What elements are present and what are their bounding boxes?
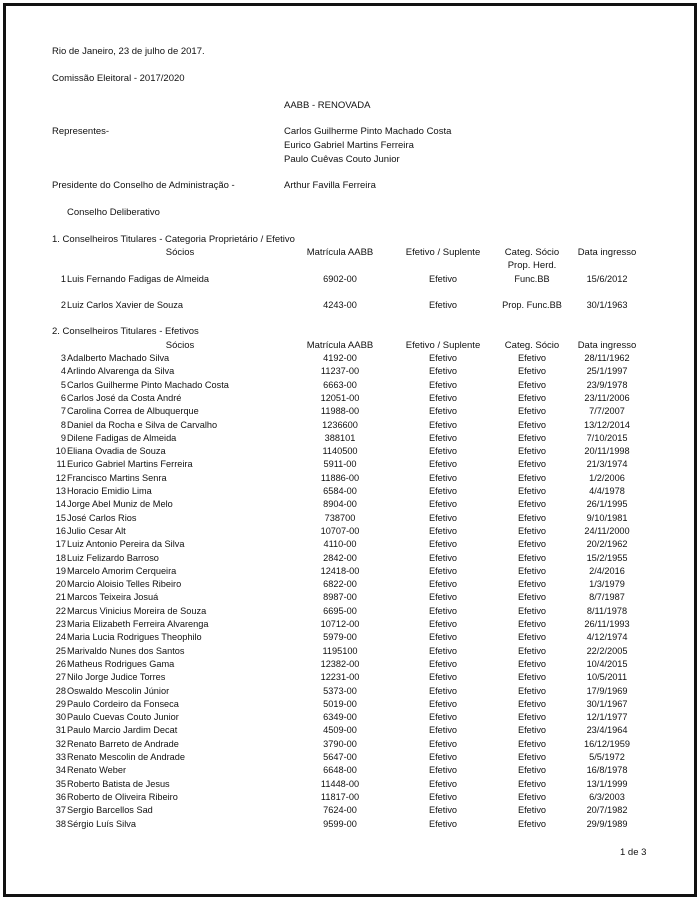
member-category: Efetivo (517, 672, 547, 683)
member-category: Efetivo (517, 752, 547, 762)
member-status: Efetivo (428, 605, 458, 616)
member-category: Efetivo (517, 778, 547, 789)
member-name: Marcos Teixeira Josuá (67, 592, 159, 603)
member-join-date: 29/9/1989 (586, 818, 628, 829)
member-status: Efetivo (428, 805, 458, 816)
member-name: Jorge Abel Muniz de Melo (67, 499, 173, 510)
row-number: 5 (60, 379, 66, 390)
member-category: Efetivo (517, 539, 547, 550)
member-join-date: 21/3/1974 (586, 459, 628, 470)
member-name: Luis Fernando Fadigas de Almeida (67, 274, 209, 284)
member-status: Efetivo (428, 752, 458, 762)
table-row (0, 299, 700, 312)
member-join-date: 20/2/1962 (586, 539, 628, 550)
row-number: 12 (55, 472, 66, 483)
member-status: Efetivo (428, 472, 458, 483)
member-category: Efetivo (517, 685, 547, 696)
member-join-date: 16/12/1959 (584, 738, 630, 749)
member-join-date: 13/12/2014 (584, 419, 630, 430)
member-name: Arlindo Alvarenga da Silva (67, 366, 175, 377)
member-matricula: 4243-00 (323, 300, 357, 310)
member-join-date: 7/7/2007 (589, 406, 625, 417)
member-matricula: 3790-00 (323, 738, 357, 749)
member-name: Carlos Guilherme Pinto Machado Costa (67, 379, 229, 390)
member-name: Roberto Batista de Jesus (67, 778, 170, 789)
member-category: Efetivo (517, 765, 547, 776)
member-matricula: 8904-00 (323, 499, 357, 510)
table-row (0, 778, 700, 791)
member-name: Eliana Ovadia de Souza (67, 446, 166, 457)
row-number: 1 (60, 274, 66, 284)
row-number: 18 (55, 552, 66, 563)
commission-title: Comissão Eleitoral - 2017/2020 (52, 73, 185, 84)
table-row (0, 458, 700, 471)
member-status: Efetivo (428, 512, 458, 523)
member-status: Efetivo (428, 539, 458, 550)
row-number: 26 (55, 658, 66, 669)
row-number: 9 (60, 432, 66, 443)
member-name: Renato Barreto de Andrade (67, 738, 179, 749)
table-row (0, 698, 700, 711)
member-join-date: 10/5/2011 (586, 672, 628, 683)
table-row (0, 685, 700, 698)
member-category: Efetivo (517, 499, 547, 510)
member-matricula: 6584-00 (323, 486, 357, 496)
row-number: 29 (55, 698, 66, 709)
row-number: 8 (60, 419, 66, 430)
row-number: 15 (55, 512, 66, 523)
member-status: Efetivo (428, 419, 458, 430)
row-number: 28 (55, 685, 66, 696)
table-row (0, 552, 700, 565)
member-category: Efetivo (517, 525, 547, 536)
member-join-date: 2/4/2016 (589, 565, 625, 576)
table-row (0, 419, 700, 432)
member-name: Marcio Aloisio Telles Ribeiro (67, 579, 182, 590)
representatives-label: Representes- (52, 126, 110, 137)
representative-name: Paulo Cuêvas Couto Junior (284, 154, 400, 165)
table-row (0, 525, 700, 538)
table-row (0, 565, 700, 578)
row-number: 20 (55, 579, 66, 590)
member-status: Efetivo (428, 432, 458, 443)
member-join-date: 23/11/2006 (584, 392, 630, 403)
member-join-date: 30/1/1963 (586, 300, 628, 310)
table-row (0, 445, 700, 458)
member-matricula: 11448-00 (320, 778, 360, 789)
row-number: 19 (55, 565, 66, 576)
table-row (0, 605, 700, 618)
member-category: Efetivo (517, 379, 547, 390)
member-matricula: 1236600 (322, 419, 358, 430)
table-row (0, 405, 700, 418)
col-efetivo: Efetivo / Suplente (405, 247, 481, 258)
member-name: Paulo Marcio Jardim Decat (67, 725, 178, 736)
member-matricula: 11886-00 (320, 472, 360, 483)
member-name: Marcus Vinicius Moreira de Souza (67, 605, 207, 616)
row-number: 33 (55, 752, 66, 762)
member-matricula: 6695-00 (323, 605, 357, 616)
table-row (0, 538, 700, 551)
member-matricula: 10707-00 (320, 525, 360, 536)
member-status: Efetivo (428, 738, 458, 749)
col-socios: Sócios (165, 247, 195, 258)
member-join-date: 8/11/1978 (586, 605, 628, 616)
table-row (0, 273, 700, 286)
member-category: Efetivo (517, 579, 547, 590)
member-matricula: 5979-00 (323, 632, 357, 643)
row-number: 22 (55, 605, 66, 616)
member-category: Efetivo (517, 472, 547, 483)
member-category: Efetivo (517, 419, 547, 430)
member-matricula: 7624-00 (323, 805, 357, 816)
table-row (0, 751, 700, 764)
member-category: Efetivo (517, 486, 547, 496)
member-status: Efetivo (428, 672, 458, 683)
member-category: Efetivo (517, 725, 547, 736)
member-status: Efetivo (428, 459, 458, 470)
member-name: Maria Elizabeth Ferreira Alvarenga (67, 619, 209, 629)
member-category: Efetivo (517, 512, 547, 523)
member-join-date: 1/2/2006 (589, 472, 625, 483)
col-categ-sub: Prop. Herd. (507, 260, 557, 271)
member-matricula: 6663-00 (323, 379, 357, 390)
member-name: Renato Weber (67, 765, 127, 776)
member-join-date: 6/3/2003 (589, 791, 625, 802)
place-date: Rio de Janeiro, 23 de julho de 2017. (52, 46, 205, 57)
member-name: Nilo Jorge Judice Torres (67, 672, 166, 683)
member-status: Efetivo (428, 274, 458, 284)
member-matricula: 11988-00 (320, 406, 360, 417)
member-matricula: 12418-00 (320, 565, 360, 576)
table-row (0, 512, 700, 525)
row-number: 7 (60, 406, 66, 417)
table-row (0, 724, 700, 737)
row-number: 17 (55, 539, 66, 550)
member-name: Paulo Cuevas Couto Junior (67, 712, 179, 723)
member-name: Luiz Antonio Pereira da Silva (67, 539, 185, 550)
member-category: Efetivo (517, 698, 547, 709)
table-row (0, 618, 700, 631)
member-join-date: 25/1/1997 (586, 366, 628, 377)
member-name: Roberto de Oliveira Ribeiro (67, 791, 178, 802)
member-join-date: 4/4/1978 (589, 486, 625, 496)
member-matricula: 4192-00 (323, 353, 357, 363)
member-name: Julio Cesar Alt (67, 525, 126, 536)
col-categ: Categ. Sócio (504, 247, 560, 258)
col-efetivo: Efetivo / Suplente (405, 340, 481, 351)
member-category: Efetivo (517, 632, 547, 643)
member-join-date: 4/12/1974 (586, 632, 628, 643)
member-join-date: 13/1/1999 (586, 778, 628, 789)
member-name: Horacio Emidio Lima (67, 486, 152, 496)
row-number: 32 (55, 738, 66, 749)
table-row (0, 365, 700, 378)
member-status: Efetivo (428, 632, 458, 643)
member-join-date: 15/2/1955 (586, 552, 628, 563)
member-join-date: 7/10/2015 (586, 432, 628, 443)
col-matricula: Matrícula AABB (306, 247, 374, 258)
table-row (0, 818, 700, 831)
slate-name: AABB - RENOVADA (284, 100, 371, 111)
member-status: Efetivo (428, 619, 458, 629)
member-matricula: 11817-00 (320, 791, 360, 802)
member-matricula: 5373-00 (323, 685, 357, 696)
member-status: Efetivo (428, 765, 458, 776)
member-name: Eurico Gabriel Martins Ferreira (67, 459, 193, 470)
member-category: Efetivo (517, 406, 547, 417)
member-matricula: 2842-00 (323, 552, 357, 563)
member-status: Efetivo (428, 552, 458, 563)
member-status: Efetivo (428, 406, 458, 417)
member-status: Efetivo (428, 525, 458, 536)
member-status: Efetivo (428, 818, 458, 829)
table-row (0, 432, 700, 445)
member-join-date: 1/3/1979 (589, 579, 625, 590)
member-matricula: 4110-00 (323, 539, 357, 550)
member-category: Efetivo (517, 432, 547, 443)
table-row (0, 498, 700, 511)
member-name: Luiz Felizardo Barroso (67, 552, 159, 563)
member-join-date: 9/10/1981 (586, 512, 628, 523)
table-row (0, 485, 700, 498)
member-join-date: 24/11/2000 (584, 525, 630, 536)
member-status: Efetivo (428, 446, 458, 457)
member-matricula: 738700 (324, 512, 356, 523)
table-row (0, 379, 700, 392)
table-row (0, 738, 700, 751)
member-category: Efetivo (517, 619, 547, 629)
member-join-date: 8/7/1987 (589, 592, 625, 603)
table-row (0, 352, 700, 365)
member-matricula: 12382-00 (320, 658, 360, 669)
row-number: 36 (55, 791, 66, 802)
table-row (0, 764, 700, 777)
member-matricula: 5911-00 (323, 459, 357, 470)
col-data: Data ingresso (577, 340, 637, 351)
member-category: Efetivo (517, 805, 547, 816)
table-row (0, 631, 700, 644)
row-number: 3 (60, 353, 66, 363)
member-status: Efetivo (428, 712, 458, 723)
member-status: Efetivo (428, 565, 458, 576)
table-row (0, 578, 700, 591)
member-name: Renato Mescolin de Andrade (67, 752, 185, 762)
member-matricula: 4509-00 (323, 725, 357, 736)
member-matricula: 12051-00 (320, 392, 360, 403)
member-category: Efetivo (517, 446, 547, 457)
member-join-date: 30/1/1967 (586, 698, 628, 709)
member-join-date: 5/5/1972 (589, 752, 625, 762)
member-status: Efetivo (428, 579, 458, 590)
member-matricula: 8987-00 (323, 592, 357, 603)
section2-title: 2. Conselheiros Titulares - Efetivos (52, 326, 199, 337)
table-row (0, 645, 700, 658)
member-category: Efetivo (517, 605, 547, 616)
member-matricula: 12231-00 (320, 672, 360, 683)
member-join-date: 17/9/1969 (586, 685, 628, 696)
member-status: Efetivo (428, 698, 458, 709)
member-name: Marcelo Amorim Cerqueira (67, 565, 177, 576)
member-name: Marivaldo Nunes dos Santos (67, 645, 185, 656)
member-name: Carlos José da Costa André (67, 392, 182, 403)
member-matricula: 11237-00 (320, 366, 360, 377)
member-join-date: 16/8/1978 (586, 765, 628, 776)
member-join-date: 23/9/1978 (586, 379, 628, 390)
member-join-date: 26/1/1995 (586, 499, 628, 510)
row-number: 2 (60, 300, 66, 310)
president-name: Arthur Favilla Ferreira (284, 180, 376, 191)
member-matricula: 388101 (324, 432, 356, 443)
row-number: 6 (60, 392, 66, 403)
member-join-date: 23/4/1964 (586, 725, 628, 736)
council-heading: Conselho Deliberativo (67, 207, 160, 218)
member-name: Sérgio Luís Silva (67, 818, 136, 829)
member-name: Dilene Fadigas de Almeida (67, 432, 177, 443)
member-join-date: 28/11/1962 (584, 353, 630, 363)
member-category: Efetivo (517, 791, 547, 802)
representative-name: Eurico Gabriel Martins Ferreira (284, 140, 414, 151)
row-number: 16 (55, 525, 66, 536)
row-number: 4 (60, 366, 66, 377)
table-row (0, 472, 700, 485)
row-number: 11 (56, 459, 66, 470)
member-category: Efetivo (517, 592, 547, 603)
member-name: José Carlos Rios (67, 512, 137, 523)
member-status: Efetivo (428, 645, 458, 656)
representative-name: Carlos Guilherme Pinto Machado Costa (284, 126, 452, 137)
table-row (0, 671, 700, 684)
table-row (0, 392, 700, 405)
member-status: Efetivo (428, 366, 458, 377)
row-number: 35 (55, 778, 66, 789)
member-join-date: 22/2/2005 (586, 645, 628, 656)
table-row (0, 711, 700, 724)
member-name: Adalberto Machado Silva (67, 353, 170, 363)
member-matricula: 1140500 (322, 446, 358, 457)
member-status: Efetivo (428, 353, 458, 363)
member-matricula: 6902-00 (323, 274, 357, 284)
member-name: Maria Lucia Rodrigues Theophilo (67, 632, 202, 643)
member-name: Sergio Barcellos Sad (67, 805, 153, 816)
row-number: 23 (55, 619, 66, 629)
member-status: Efetivo (428, 658, 458, 669)
row-number: 14 (55, 499, 66, 510)
col-categ: Categ. Sócio (504, 340, 560, 351)
member-name: Paulo Cordeiro da Fonseca (67, 698, 179, 709)
col-data: Data ingresso (577, 247, 637, 258)
member-status: Efetivo (428, 499, 458, 510)
member-category: Prop. Func.BB (502, 300, 562, 310)
row-number: 25 (55, 645, 66, 656)
member-status: Efetivo (428, 592, 458, 603)
member-category: Func.BB (514, 274, 550, 284)
member-category: Efetivo (517, 658, 547, 669)
member-matricula: 6822-00 (323, 579, 357, 590)
member-category: Efetivo (517, 712, 547, 723)
col-matricula: Matrícula AABB (306, 340, 374, 351)
member-status: Efetivo (428, 300, 458, 310)
member-status: Efetivo (428, 778, 458, 789)
page-number: 1 de 3 (620, 847, 647, 858)
member-category: Efetivo (517, 552, 547, 563)
row-number: 10 (55, 446, 66, 457)
row-number: 34 (55, 765, 66, 776)
row-number: 27 (55, 672, 66, 683)
member-name: Luiz Carlos Xavier de Souza (67, 300, 183, 310)
member-name: Carolina Correa de Albuquerque (67, 406, 199, 417)
table-row (0, 791, 700, 804)
row-number: 31 (55, 725, 66, 736)
member-status: Efetivo (428, 486, 458, 496)
row-number: 30 (55, 712, 66, 723)
col-socios: Sócios (165, 340, 195, 351)
member-matricula: 5019-00 (323, 698, 357, 709)
row-number: 13 (55, 486, 66, 496)
member-category: Efetivo (517, 565, 547, 576)
row-number: 37 (55, 805, 66, 816)
row-number: 24 (55, 632, 66, 643)
member-matricula: 6648-00 (323, 765, 357, 776)
table-row (0, 658, 700, 671)
member-category: Efetivo (517, 738, 547, 749)
member-status: Efetivo (428, 379, 458, 390)
member-status: Efetivo (428, 685, 458, 696)
member-category: Efetivo (517, 392, 547, 403)
member-join-date: 26/11/1993 (584, 619, 630, 629)
row-number: 38 (55, 818, 66, 829)
president-label: Presidente do Conselho de Administração - (52, 180, 235, 191)
member-name: Matheus Rodrigues Gama (67, 658, 175, 669)
member-matricula: 10712-00 (320, 619, 360, 629)
member-name: Oswaldo Mescolin Júnior (67, 685, 170, 696)
member-status: Efetivo (428, 392, 458, 403)
member-name: Francisco Martins Senra (67, 472, 167, 483)
member-join-date: 12/1/1977 (586, 712, 628, 723)
member-join-date: 20/11/1998 (584, 446, 630, 457)
member-status: Efetivo (428, 725, 458, 736)
member-matricula: 6349-00 (323, 712, 357, 723)
member-matricula: 1195100 (322, 645, 358, 656)
member-category: Efetivo (517, 645, 547, 656)
member-matricula: 9599-00 (323, 818, 357, 829)
member-matricula: 5647-00 (323, 752, 357, 762)
member-join-date: 20/7/1982 (586, 805, 628, 816)
member-status: Efetivo (428, 791, 458, 802)
member-name: Daniel da Rocha e Silva de Carvalho (67, 419, 218, 430)
table-row (0, 591, 700, 604)
member-category: Efetivo (517, 818, 547, 829)
member-category: Efetivo (517, 459, 547, 470)
member-join-date: 10/4/2015 (586, 658, 628, 669)
section1-title: 1. Conselheiros Titulares - Categoria Proprietário / Efetivo (52, 234, 295, 245)
member-category: Efetivo (517, 353, 547, 363)
row-number: 21 (55, 592, 66, 603)
member-join-date: 15/6/2012 (586, 274, 628, 284)
member-category: Efetivo (517, 366, 547, 377)
table-row (0, 804, 700, 817)
